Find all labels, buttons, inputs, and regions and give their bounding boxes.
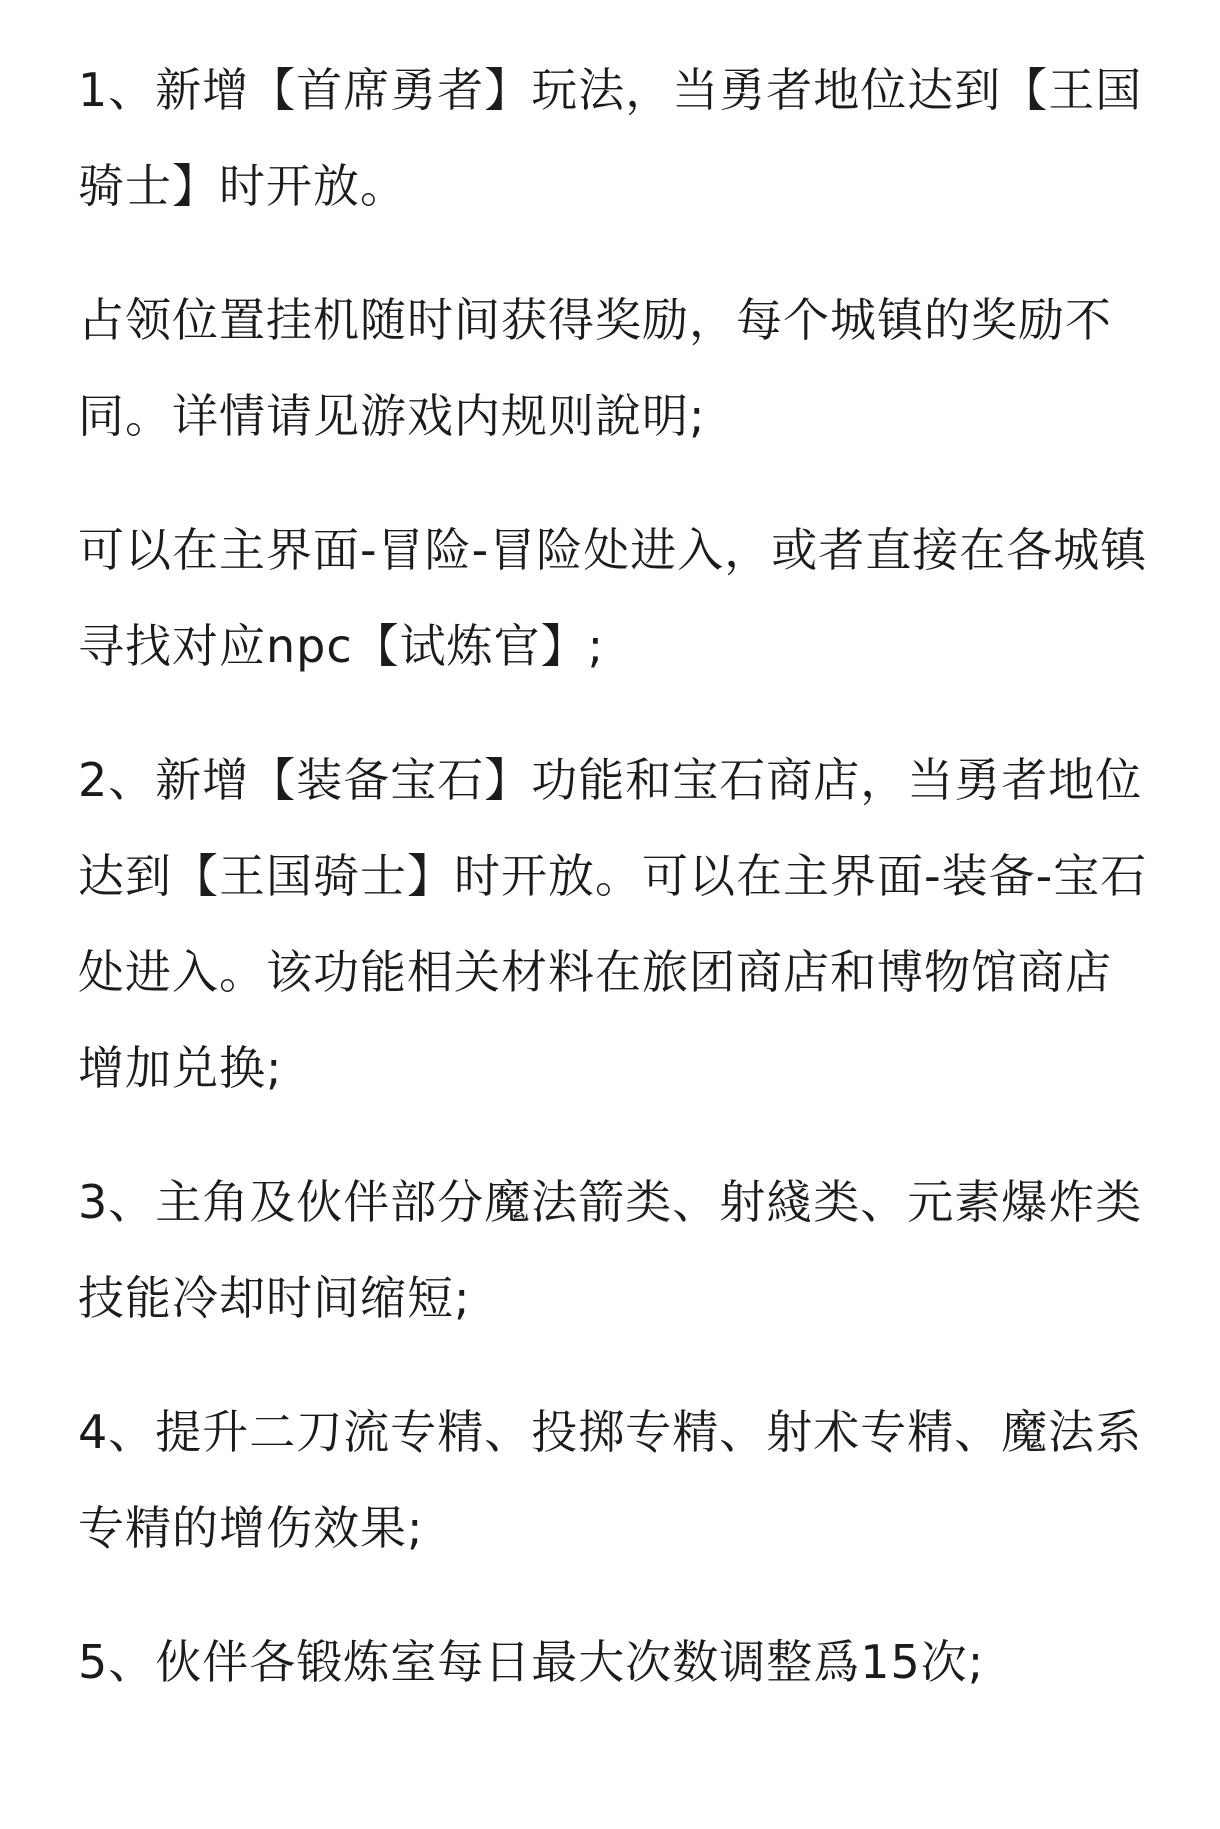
note-paragraph-1: 1、新增【首席勇者】玩法，当勇者地位达到【王国骑士】时开放。 — [78, 63, 1143, 213]
note-paragraph-4: 2、新增【装备宝石】功能和宝石商店，当勇者地位达到【王国骑士】时开放。可以在主界面-装备-宝石处进入。该功能相关材料在旅团商店和博物馆商店增加兑换; — [78, 753, 1148, 1095]
note-paragraph-6: 4、提升二刀流专精、投掷专精、射术专精、魔法系专精的增伤效果; — [78, 1405, 1143, 1555]
note-paragraph-2: 占领位置挂机随时间获得奖励，每个城镇的奖励不同。详情请见游戏内规则說明; — [78, 293, 1112, 443]
update-notes — [78, 42, 1158, 1710]
note-paragraph-3: 可以在主界面-冒险-冒险处进入，或者直接在各城镇寻找对应npc【试炼官】; — [78, 523, 1148, 673]
note-paragraph-5: 3、主角及伙伴部分魔法箭类、射綫类、元素爆炸类技能冷却时间缩短; — [78, 1175, 1143, 1325]
note-paragraph-7: 5、伙伴各锻炼室每日最大次数调整爲15次; — [78, 1635, 985, 1689]
